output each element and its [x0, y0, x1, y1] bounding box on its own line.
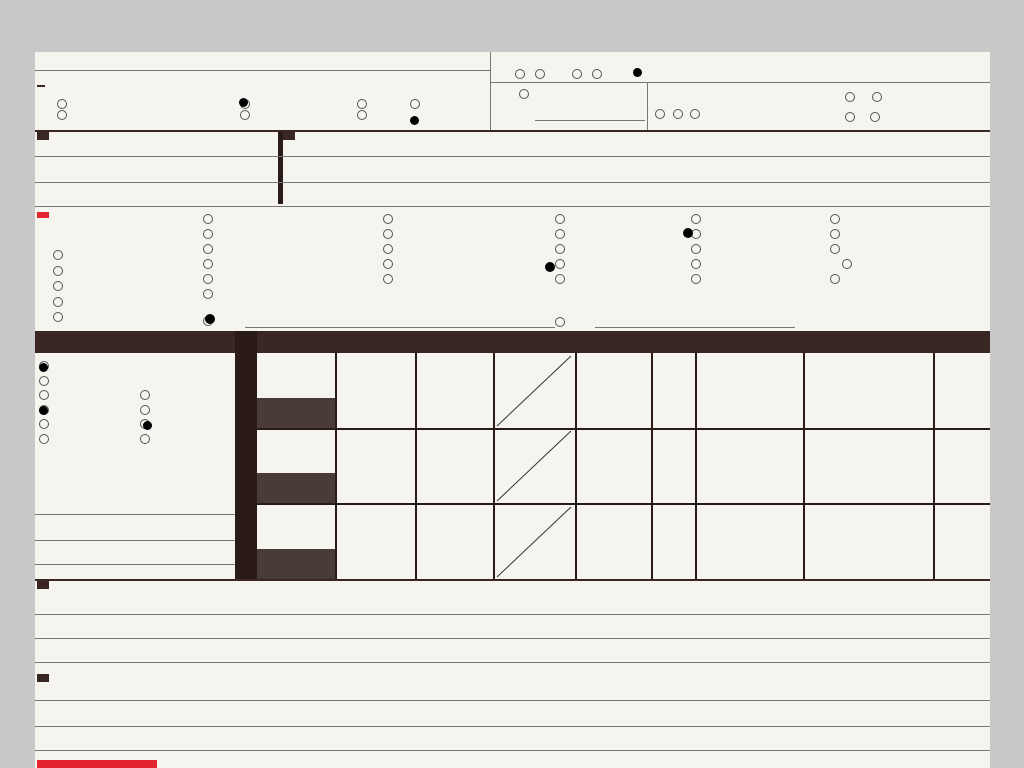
bp-diagonals	[493, 353, 575, 579]
presenting-col2	[203, 212, 216, 329]
presenting-col1	[53, 248, 66, 326]
first-responder-mark	[633, 68, 642, 77]
history-left	[39, 360, 52, 447]
objective-title	[37, 581, 49, 589]
fracture-mark	[545, 262, 555, 272]
mechanism-col1	[57, 98, 70, 120]
presenting-problem-title	[37, 212, 49, 218]
twist-mark	[410, 116, 419, 125]
care-options	[515, 68, 605, 79]
mechanism-title	[37, 85, 45, 87]
history-seizures-mark	[39, 406, 48, 415]
history-none-mark	[39, 363, 48, 372]
vitals-vertical-label	[235, 352, 257, 369]
comments-title	[37, 674, 49, 682]
chief-complaint-title	[37, 132, 49, 140]
presenting-col6	[830, 212, 855, 287]
col-loc	[575, 332, 651, 334]
pain-mark	[205, 314, 215, 324]
presenting-col4	[555, 212, 568, 330]
mechanism-col4	[410, 98, 423, 109]
extrication-label	[519, 88, 532, 99]
trauma-blunt-mark	[683, 228, 693, 238]
fall-mark	[239, 98, 248, 107]
presenting-col5	[691, 212, 704, 287]
bottom-red-bar	[37, 760, 157, 768]
history-cardiac-mark	[143, 421, 152, 430]
run-report-form	[35, 52, 990, 768]
subjective-title	[283, 132, 295, 140]
mechanism-col3	[357, 98, 370, 120]
reported-options	[845, 86, 885, 126]
seatbelt-options	[655, 108, 703, 119]
presenting-col3	[383, 212, 396, 287]
history-right	[140, 389, 153, 447]
